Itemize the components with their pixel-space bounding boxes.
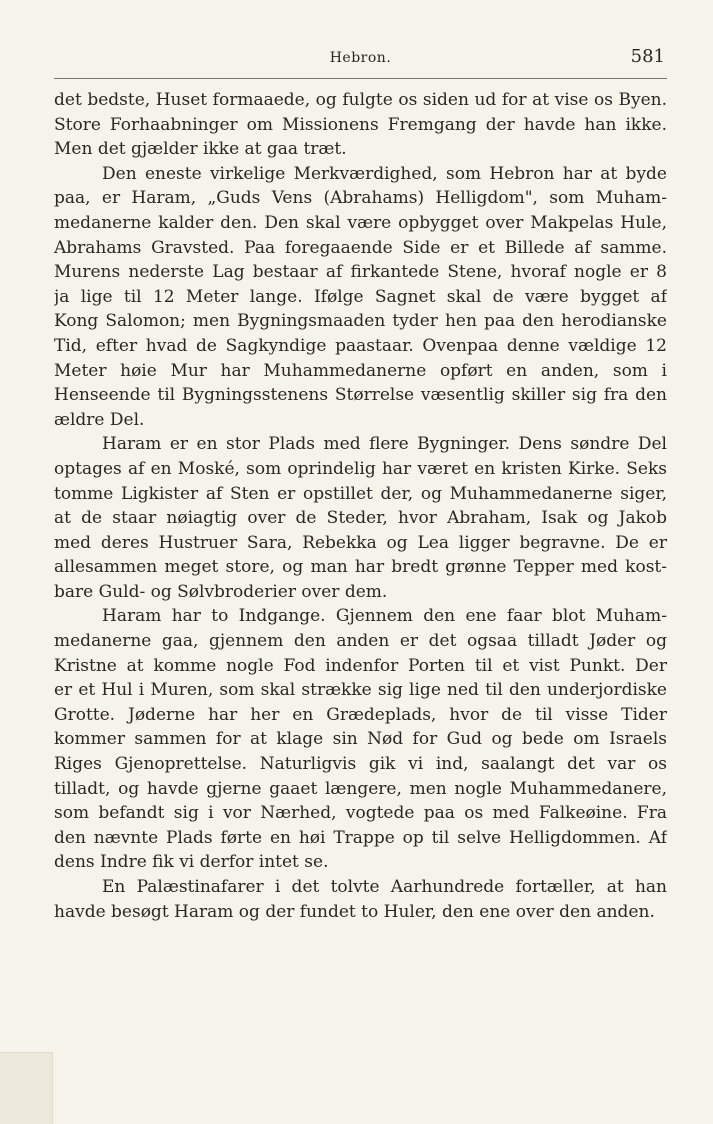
- text-line: Riges Gjenoprettelse. Naturligvis gik vi ind, saalangt det var os: [54, 754, 667, 775]
- text-line: Kong Salomon; men Bygningsmaaden tyder hen paa den herodianske: [54, 311, 667, 332]
- page-number: 581: [630, 46, 665, 67]
- text-line: En Palæstinafarer i det tolvte Aarhundrede fortæller, at han: [102, 877, 667, 897]
- text-line: det bedste, Huset formaaede, og fulgte os siden ud for at vise os Byen.: [54, 90, 667, 110]
- text-line: tilladt, og havde gjerne gaaet længere, men nogle Muhammedanere,: [54, 778, 667, 799]
- text-line: Henseende til Bygningsstenens Størrelse væsentlig skiller sig fra den: [54, 385, 667, 406]
- scan-corner-patch: [0, 1052, 53, 1124]
- text-line: Kristne at komme nogle Fod indenfor Porten til et vist Punkt. Der: [54, 655, 667, 676]
- paragraph: [54, 432, 667, 604]
- header-title: Hebron.: [329, 50, 392, 66]
- text-line: er et Hul i Muren, som skal strække sig lige ned til den underjordiske: [54, 680, 667, 701]
- text-line: tomme Ligkister af Sten er opstillet der, og Muhammedanerne siger,: [54, 483, 667, 504]
- text-line: paa, er Haram, „Guds Vens (Abrahams) Helligdom", som Muham-: [54, 188, 667, 209]
- text-line: ja lige til 12 Meter lange. Ifølge Sagnet skal de være bygget af: [54, 286, 667, 307]
- text-line: med deres Hustruer Sara, Rebekka og Lea ligger begravne. De er: [54, 532, 667, 553]
- running-header: [54, 46, 667, 79]
- body-text: [54, 88, 667, 924]
- text-line: bare Guld- og Sølvbroderier over dem.: [54, 581, 388, 602]
- text-line: at de staar nøiagtig over de Steder, hvor Abraham, Isak og Jakob: [54, 508, 667, 529]
- text-line: Grotte. Jøderne har her en Grædeplads, hvor de til visse Tider: [54, 704, 667, 725]
- text-line: Tid, efter hvad de Sagkyndige paastaar. Ovenpaa denne vældige 12: [54, 335, 667, 356]
- text-line: Abrahams Gravsted. Paa foregaaende Side er et Billede af samme.: [54, 237, 667, 258]
- text-line: den nævnte Plads førte en høi Trappe op til selve Helligdommen. Af: [54, 827, 667, 848]
- text-line: medanerne kalder den. Den skal være opbygget over Makpelas Hule,: [54, 212, 667, 233]
- text-line: Den eneste virkelige Merkværdighed, som Hebron har at byde: [102, 163, 667, 184]
- paragraph: [54, 875, 667, 924]
- text-line: Haram har to Indgange. Gjennem den ene faar blot Muham-: [102, 606, 667, 627]
- text-line: dens Indre fik vi derfor intet se.: [54, 852, 329, 873]
- paragraph: [54, 88, 667, 162]
- text-line: havde besøgt Haram og der fundet to Huler, den ene over den anden.: [54, 901, 655, 922]
- paragraph: [54, 604, 667, 875]
- text-line: Men det gjælder ikke at gaa træt.: [54, 139, 347, 160]
- text-line: allesammen meget store, og man har bredt grønne Tepper med kost-: [54, 557, 667, 578]
- text-line: Haram er en stor Plads med flere Bygninger. Dens søndre Del: [102, 434, 667, 455]
- text-line: Store Forhaabninger om Missionens Fremgang der havde han ikke.: [54, 114, 667, 135]
- text-line: Murens nederste Lag bestaar af firkantede Stene, hvoraf nogle er 8: [54, 262, 667, 283]
- text-line: Meter høie Mur har Muhammedanerne opført en anden, som i: [54, 360, 667, 381]
- text-line: optages af en Moské, som oprindelig har været en kristen Kirke. Seks: [54, 458, 667, 479]
- text-line: medanerne gaa, gjennem den anden er det ogsaa tilladt Jøder og: [54, 631, 667, 652]
- text-line: ældre Del.: [54, 409, 145, 430]
- text-line: som befandt sig i vor Nærhed, vogtede paa os med Falkeøine. Fra: [54, 803, 667, 824]
- text-line: kommer sammen for at klage sin Nød for Gud og bede om Israels: [54, 729, 667, 750]
- paragraph: [54, 162, 667, 433]
